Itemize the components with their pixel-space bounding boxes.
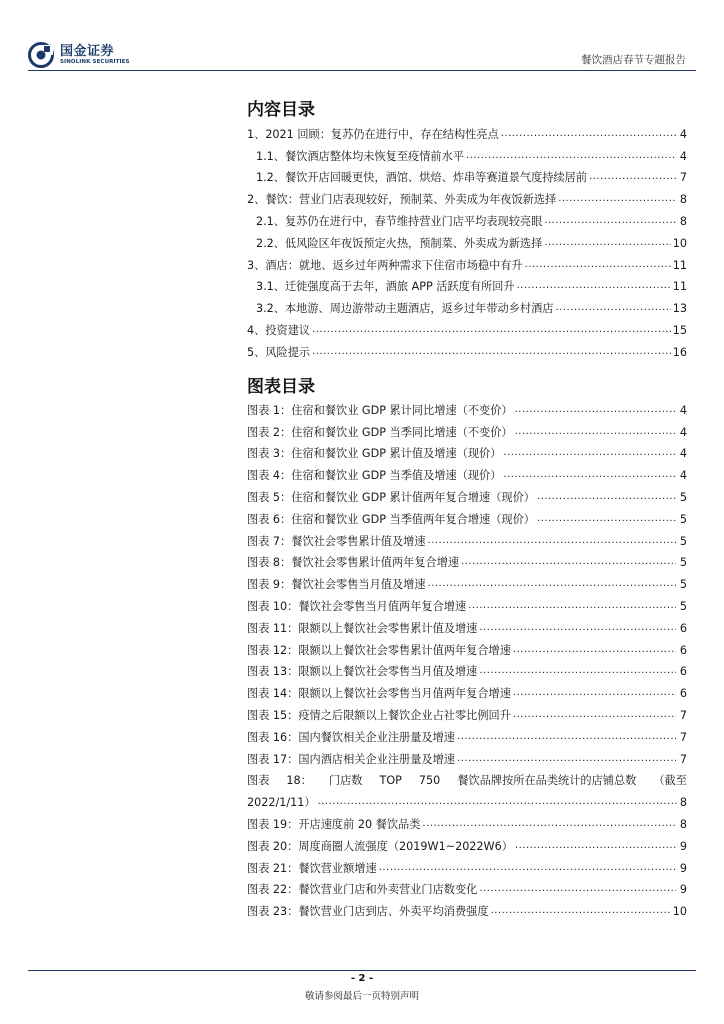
dot-leader	[379, 862, 676, 876]
entry-page: 5	[679, 512, 687, 526]
dot-leader	[466, 150, 676, 164]
toc-entry[interactable]	[247, 723, 687, 745]
footer-divider	[28, 970, 696, 971]
entry-number: 图表 20：	[247, 839, 299, 853]
entry-text: 周度商圈人流强度（2019W1~2022W6）	[298, 839, 513, 853]
toc-entry[interactable]	[247, 120, 687, 142]
entry-text: 2022/1/11）	[247, 796, 316, 810]
company-logo	[28, 40, 130, 70]
entry-word: （截至	[653, 774, 687, 788]
dot-leader	[544, 237, 670, 251]
logo-cn-text: 国金证券	[60, 43, 115, 59]
contents-list	[247, 120, 687, 360]
entry-number: 图表 1：	[247, 403, 292, 417]
entry-number: 图表 14：	[247, 687, 299, 701]
toc-entry[interactable]	[247, 396, 687, 418]
entry-number: 图表 23：	[247, 905, 299, 919]
entry-number: 4、	[247, 323, 266, 337]
entry-page: 13	[672, 302, 687, 316]
toc-entry[interactable]	[247, 294, 687, 316]
entry-text: 国内酒店相关企业注册量及增速	[298, 752, 455, 766]
dot-leader	[457, 731, 676, 745]
entry-word: 图表	[247, 774, 270, 788]
toc-entry[interactable]	[247, 592, 687, 614]
dot-leader	[428, 578, 676, 592]
toc-entry[interactable]	[247, 316, 687, 338]
entry-page: 10	[672, 905, 687, 919]
entry-text: 餐饮营业门店到店、外卖平均消费强度	[298, 905, 489, 919]
dot-leader	[515, 426, 676, 440]
entry-number: 图表 7：	[247, 534, 292, 548]
entry-number: 3.2、	[256, 302, 285, 316]
entry-text: 住宿和餐饮业 GDP 当季值及增速（现价）	[291, 469, 502, 483]
dot-leader	[428, 535, 676, 549]
entry-page: 8	[679, 214, 687, 228]
entry-word: 18：	[286, 774, 312, 788]
entry-number: 图表 21：	[247, 861, 299, 875]
dot-leader	[513, 709, 676, 723]
toc-entry[interactable]	[247, 527, 687, 549]
dot-leader	[513, 644, 676, 658]
entry-text: 住宿和餐饮业 GDP 累计同比增速（不变价）	[291, 403, 513, 417]
entry-page: 16	[672, 345, 687, 359]
dot-leader	[503, 447, 676, 461]
figures-title: 图表目录	[247, 377, 315, 397]
toc-entry[interactable]	[247, 745, 687, 767]
entry-number: 2.2、	[256, 236, 285, 250]
toc-entry[interactable]	[247, 338, 687, 360]
entry-text: 餐饮社会零售累计值两年复合增速	[291, 556, 460, 570]
dot-leader	[537, 491, 676, 505]
toc-entry-wrapped[interactable]	[247, 767, 687, 811]
entry-number: 图表 6：	[247, 512, 292, 526]
toc-entry[interactable]	[247, 251, 687, 273]
report-title: 餐饮酒店春节专题报告	[581, 54, 686, 66]
dot-leader	[503, 469, 676, 483]
entry-text: 餐饮开店回暖更快，酒馆、烘焙、炸串等赛道景气度持续居前	[284, 171, 588, 185]
entry-page: 11	[672, 258, 687, 272]
contents-title: 内容目录	[247, 100, 315, 120]
entry-text: 本地游、周边游带动主题酒店，返乡过年带动乡村酒店	[284, 302, 554, 316]
entry-text: 复苏仍在进行中，春节维持营业门店平均表现较亮眼	[284, 214, 543, 228]
entry-text: 餐饮营业门店和外卖营业门店数变化	[298, 883, 478, 897]
toc-entry[interactable]	[247, 570, 687, 592]
entry-text: 餐饮营业额增速	[298, 861, 377, 875]
entry-text: 国内餐饮相关企业注册量及增速	[298, 730, 455, 744]
toc-entry[interactable]	[247, 701, 687, 723]
entry-number: 图表 19：	[247, 817, 299, 831]
entry-text: 2021 回顾：复苏仍在进行中，存在结构性亮点	[265, 127, 499, 141]
entry-page: 9	[679, 883, 687, 897]
toc-entry[interactable]	[247, 854, 687, 876]
entry-page: 8	[679, 193, 687, 207]
page-number: - 2 -	[350, 973, 374, 984]
entry-page: 8	[679, 796, 687, 810]
dot-leader	[537, 513, 676, 527]
dot-leader	[501, 128, 676, 142]
toc-entry[interactable]	[247, 185, 687, 207]
dot-leader	[479, 622, 676, 636]
entry-page: 5	[679, 490, 687, 504]
entry-page: 4	[679, 447, 687, 461]
dot-leader	[422, 818, 676, 832]
dot-leader	[479, 665, 676, 679]
entry-text: 餐饮酒店整体均未恢复至疫情前水平	[284, 149, 464, 163]
entry-page: 7	[679, 708, 687, 722]
entry-page: 15	[672, 323, 687, 337]
figures-list	[247, 396, 687, 919]
toc-entry[interactable]	[247, 549, 687, 571]
header-divider	[28, 70, 696, 71]
entry-number: 图表 11：	[247, 621, 299, 635]
entry-number: 1、	[247, 127, 266, 141]
entry-text: 住宿和餐饮业 GDP 当季同比增速（不变价）	[291, 425, 513, 439]
toc-entry[interactable]	[247, 832, 687, 854]
entry-text: 餐饮社会零售当月值两年复合增速	[298, 599, 467, 613]
toc-entry[interactable]	[247, 876, 687, 898]
entry-text: 住宿和餐饮业 GDP 累计值及增速（现价）	[291, 447, 502, 461]
entry-page: 9	[679, 839, 687, 853]
entry-word: 餐饮品牌按所在品类统计的店铺总数	[457, 774, 637, 788]
entry-page: 6	[679, 687, 687, 701]
dot-leader	[312, 324, 671, 338]
entry-number: 图表 12：	[247, 643, 299, 657]
entry-text-line2	[247, 788, 687, 810]
toc-entry[interactable]	[247, 614, 687, 636]
entry-text: 餐饮：营业门店表现较好，预制菜、外卖成为年夜饭新选择	[265, 193, 557, 207]
entry-text: 限额以上餐饮社会零售当月值及增速	[298, 665, 478, 679]
entry-page: 7	[679, 730, 687, 744]
toc-entry[interactable]	[247, 142, 687, 164]
entry-text: 迁徙强度高于去年，酒旅 APP 活跃度有所回升	[284, 280, 515, 294]
logo-en-text: SINOLINK SECURITIES	[60, 58, 130, 65]
entry-page: 5	[679, 578, 687, 592]
entry-number: 图表 16：	[247, 730, 299, 744]
entry-page: 7	[679, 171, 687, 185]
dot-leader	[589, 171, 676, 185]
dot-leader	[457, 753, 676, 767]
entry-number: 图表 4：	[247, 469, 292, 483]
entry-number: 图表 9：	[247, 578, 292, 592]
entry-word: TOP	[379, 774, 402, 788]
entry-page: 8	[679, 817, 687, 831]
entry-word: 750	[418, 774, 441, 788]
entry-text: 投资建议	[265, 323, 311, 337]
toc-entry[interactable]	[247, 505, 687, 527]
toc-entry[interactable]	[247, 658, 687, 680]
entry-text: 风险提示	[265, 345, 311, 359]
toc-entry[interactable]	[247, 679, 687, 701]
entry-number: 2.1、	[256, 214, 285, 228]
entry-number: 图表 22：	[247, 883, 299, 897]
entry-page: 10	[672, 236, 687, 250]
dot-leader	[513, 687, 676, 701]
entry-number: 图表 2：	[247, 425, 292, 439]
entry-text: 限额以上餐饮社会零售累计值两年复合增速	[298, 643, 511, 657]
entry-number: 2、	[247, 193, 266, 207]
entry-text: 低风险区年夜饭预定火热，预制菜、外卖成为新选择	[284, 236, 543, 250]
toc-entry[interactable]	[247, 440, 687, 462]
entry-number: 图表 15：	[247, 708, 299, 722]
entry-page: 5	[679, 599, 687, 613]
dot-leader	[558, 193, 676, 207]
entry-page: 6	[679, 665, 687, 679]
dot-leader	[556, 302, 671, 316]
entry-number: 图表 8：	[247, 556, 292, 570]
toc-entry[interactable]	[247, 483, 687, 505]
dot-leader	[517, 280, 671, 294]
entry-number: 3、	[247, 258, 266, 272]
dot-leader	[479, 883, 676, 897]
toc-entry[interactable]	[247, 207, 687, 229]
entry-page: 6	[679, 643, 687, 657]
dot-leader	[491, 905, 671, 919]
entry-text: 限额以上餐饮社会零售累计值及增速	[298, 621, 478, 635]
entry-page: 4	[679, 425, 687, 439]
dot-leader	[312, 346, 671, 360]
toc-entry[interactable]	[247, 229, 687, 251]
entry-page: 5	[679, 534, 687, 548]
entry-text: 住宿和餐饮业 GDP 累计值两年复合增速（现价）	[291, 490, 535, 504]
entry-page: 4	[679, 127, 687, 141]
dot-leader	[468, 600, 676, 614]
toc-entry[interactable]	[247, 636, 687, 658]
entry-page: 9	[679, 861, 687, 875]
entry-text: 酒店：就地、返乡过年两种需求下住宿市场稳中有升	[265, 258, 523, 272]
dot-leader	[515, 404, 676, 418]
entry-text: 疫情之后限额以上餐饮企业占社零比例回升	[298, 708, 511, 722]
dot-leader	[318, 796, 678, 810]
entry-page: 4	[679, 149, 687, 163]
toc-entry[interactable]	[247, 897, 687, 919]
dot-leader	[544, 215, 676, 229]
entry-word: 门店数	[328, 774, 363, 788]
entry-number: 图表 3：	[247, 447, 292, 461]
entry-page: 4	[679, 403, 687, 417]
entry-number: 3.1、	[256, 280, 285, 294]
entry-text: 餐饮社会零售当月值及增速	[291, 578, 426, 592]
entry-text: 住宿和餐饮业 GDP 当季值两年复合增速（现价）	[291, 512, 535, 526]
sinolink-logo-icon	[28, 42, 54, 68]
entry-number: 1.2、	[256, 171, 285, 185]
dot-leader	[525, 259, 671, 273]
entry-text: 限额以上餐饮社会零售当月值两年复合增速	[298, 687, 511, 701]
entry-text: 餐饮社会零售累计值及增速	[291, 534, 426, 548]
toc-entry[interactable]	[247, 810, 687, 832]
entry-text: 开店速度前 20 餐饮品类	[298, 817, 421, 831]
entry-text-line1	[247, 767, 687, 789]
entry-page: 5	[679, 556, 687, 570]
entry-number: 图表 13：	[247, 665, 299, 679]
entry-page: 11	[672, 280, 687, 294]
toc-entry[interactable]	[247, 418, 687, 440]
toc-entry[interactable]	[247, 273, 687, 295]
entry-page: 6	[679, 621, 687, 635]
footer-disclaimer: 敬请参阅最后一页特别声明	[304, 991, 419, 1002]
entry-number: 1.1、	[256, 149, 285, 163]
entry-number: 图表 5：	[247, 490, 292, 504]
entry-page: 4	[679, 469, 687, 483]
toc-entry[interactable]	[247, 461, 687, 483]
entry-page: 7	[679, 752, 687, 766]
entry-number: 5、	[247, 345, 266, 359]
dot-leader	[515, 840, 676, 854]
toc-entry[interactable]	[247, 164, 687, 186]
page-header	[0, 0, 724, 70]
entry-number: 图表 17：	[247, 752, 299, 766]
entry-number: 图表 10：	[247, 599, 299, 613]
dot-leader	[461, 556, 676, 570]
